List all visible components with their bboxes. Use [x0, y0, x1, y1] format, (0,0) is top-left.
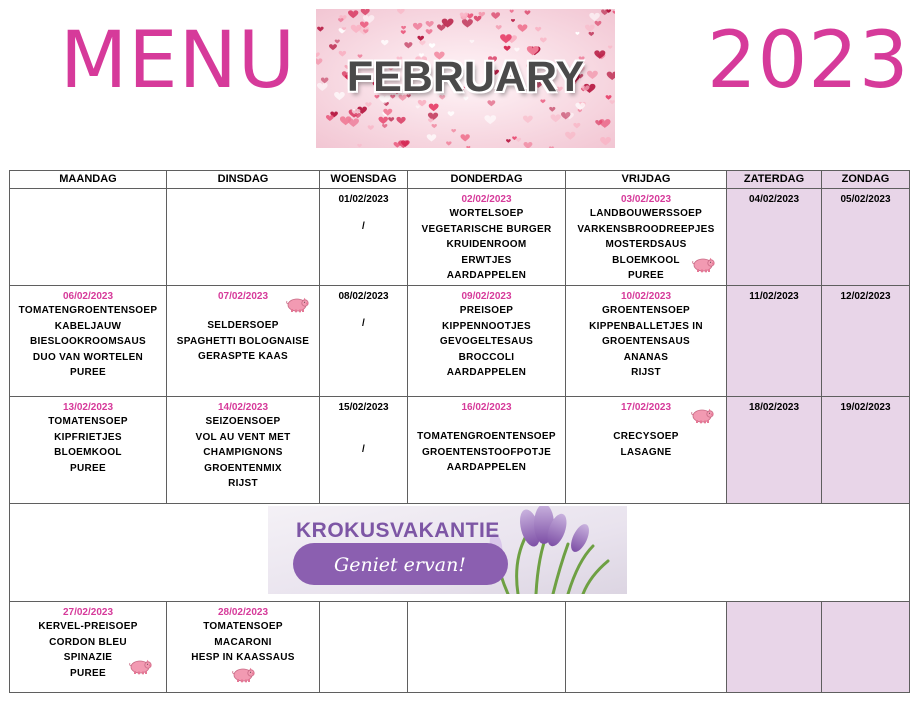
week-row: [10, 397, 910, 504]
day-cell: [408, 397, 566, 504]
menu-item: BLOEMKOOL: [612, 254, 680, 266]
day-cell: [320, 397, 408, 504]
pig-icon: [285, 295, 309, 313]
day-cell: [10, 189, 167, 286]
menu-item: AARDAPPELEN: [446, 367, 527, 378]
menu-item: TOMATENSOEP: [48, 416, 128, 427]
day-header-maandag: MAANDAG: [10, 171, 167, 189]
day-cell: [320, 189, 408, 286]
date-label: 07/02/2023: [217, 291, 269, 302]
menu-item: GROENTENSAUS: [601, 336, 691, 347]
menu-item: PREISOEP: [459, 305, 514, 316]
menu-item: KIPPENNOOTJES: [442, 320, 531, 332]
menu-item: RIJST: [631, 367, 661, 378]
day-cell-weekend: [727, 286, 822, 397]
menu-item: PUREE: [70, 367, 106, 378]
pig-icon: [690, 406, 714, 424]
menu-item: SELDERSOEP: [207, 320, 279, 331]
menu-item: GROENTENMIX: [204, 462, 282, 474]
day-cell: [10, 602, 167, 693]
menu-item: GROENTENSTOOFPOTJE: [421, 446, 552, 458]
day-header-row: [10, 171, 910, 189]
day-cell: [167, 189, 320, 286]
menu-table: [9, 170, 910, 693]
vacation-title: KROKUSVAKANTIE: [296, 519, 500, 542]
day-cell: [320, 286, 408, 397]
day-cell: [167, 602, 320, 693]
day-header-woensdag: WOENSDAG: [320, 171, 408, 189]
pig-icon: [128, 657, 152, 675]
date-label: 05/02/2023: [840, 194, 891, 205]
menu-item: CHAMPIGNONS: [203, 447, 283, 458]
menu-item: WORTELSOEP: [449, 208, 524, 219]
menu-item: /: [361, 444, 366, 455]
day-cell: [167, 286, 320, 397]
day-header-dinsdag: DINSDAG: [167, 171, 320, 189]
date-label: 06/02/2023: [62, 291, 114, 302]
week-row: [10, 286, 910, 397]
date-label: 11/02/2023: [749, 291, 799, 302]
date-label: 15/02/2023: [338, 402, 389, 413]
date-label: 19/02/2023: [840, 402, 891, 413]
menu-item: KRUIDENROOM: [446, 239, 527, 250]
date-label: 27/02/2023: [62, 607, 114, 618]
menu-item: KIPFRIETJES: [54, 431, 122, 443]
menu-item: DUO VAN WORTELEN: [32, 351, 144, 363]
date-label: 28/02/2023: [217, 607, 269, 618]
month-title: FEBRUARY: [346, 53, 585, 101]
day-cell-weekend: [727, 189, 822, 286]
day-cell: [167, 397, 320, 504]
vacation-row: [10, 504, 910, 602]
menu-item: PUREE: [70, 667, 106, 679]
menu-item: MACARONI: [214, 636, 272, 648]
menu-item: ERWTJES: [461, 254, 512, 266]
day-cell-weekend: [727, 397, 822, 504]
menu-item: PUREE: [628, 270, 664, 281]
week-row: [10, 189, 910, 286]
day-header-zaterdag: ZATERDAG: [727, 171, 822, 189]
day-cell-weekend: [822, 189, 910, 286]
date-label: 17/02/2023: [620, 402, 672, 413]
menu-item: RIJST: [228, 478, 258, 489]
day-cell: [566, 602, 727, 693]
vacation-cell: [10, 504, 910, 602]
date-label: 01/02/2023: [338, 194, 389, 205]
menu-item: /: [361, 318, 366, 329]
date-label: 13/02/2023: [62, 402, 114, 413]
day-cell-weekend: [822, 397, 910, 504]
menu-title: MENU: [60, 16, 297, 106]
day-cell-weekend: [727, 602, 822, 693]
date-label: 02/02/2023: [461, 194, 512, 205]
month-banner: [316, 9, 615, 148]
menu-item: CRECYSOEP: [613, 431, 679, 442]
year-title: 2023: [707, 16, 910, 106]
date-label: 14/02/2023: [217, 402, 269, 413]
menu-item: GERASPTE KAAS: [197, 351, 289, 362]
day-cell: [566, 397, 727, 504]
menu-item: HESP IN KAASSAUS: [191, 652, 295, 663]
menu-item: AARDAPPELEN: [446, 462, 527, 473]
date-label: 03/02/2023: [620, 194, 672, 205]
pig-icon: [691, 255, 715, 273]
menu-item: BLOEMKOOL: [54, 447, 122, 458]
date-label: 16/02/2023: [461, 402, 512, 413]
day-cell: [566, 286, 727, 397]
day-cell: [408, 189, 566, 286]
menu-item: SPAGHETTI BOLOGNAISE: [176, 335, 310, 347]
day-header-vrijdag: VRIJDAG: [566, 171, 727, 189]
menu-item: /: [361, 221, 366, 232]
date-label: 12/02/2023: [840, 291, 891, 302]
menu-item: GROENTENSOEP: [601, 305, 691, 316]
day-cell: [566, 189, 727, 286]
menu-item: SEIZOENSOEP: [205, 416, 281, 427]
day-header-zondag: ZONDAG: [822, 171, 910, 189]
menu-item: KIPPENBALLETJES IN: [589, 320, 703, 332]
date-label: 10/02/2023: [620, 291, 672, 302]
menu-item: MOSTERDSAUS: [605, 239, 687, 250]
menu-item: VARKENSBROODREEPJES: [577, 223, 715, 235]
menu-item: LANDBOUWERSSOEP: [589, 208, 703, 219]
pig-icon: [231, 665, 255, 683]
menu-item: BIESLOOKROOMSAUS: [30, 336, 146, 347]
day-cell-weekend: [822, 286, 910, 397]
day-cell: [10, 286, 167, 397]
date-label: 04/02/2023: [748, 194, 800, 205]
menu-item: BROCCOLI: [458, 351, 515, 363]
menu-item: KERVEL-PREISOEP: [38, 621, 138, 632]
menu-item: TOMATENSOEP: [203, 621, 283, 632]
menu-item: PUREE: [70, 462, 106, 474]
date-label: 09/02/2023: [461, 291, 512, 302]
menu-item: TOMATENGROENTENSOEP: [18, 305, 158, 316]
menu-item: GEVOGELTESAUS: [439, 336, 534, 347]
vacation-subtitle: Geniet ervan!: [334, 554, 466, 576]
menu-item: SPINAZIE: [63, 652, 113, 663]
day-header-donderdag: DONDERDAG: [408, 171, 566, 189]
menu-item: LASAGNE: [620, 446, 672, 458]
week-row: [10, 602, 910, 693]
date-label: 18/02/2023: [748, 402, 800, 413]
menu-item: VEGETARISCHE BURGER: [421, 223, 552, 235]
crocus-flower-image: [268, 506, 627, 594]
menu-item: VOL AU VENT MET: [195, 431, 291, 443]
day-cell: [10, 397, 167, 504]
day-cell: [408, 602, 566, 693]
menu-item: CORDON BLEU: [49, 636, 127, 648]
day-cell: [320, 602, 408, 693]
menu-item: ANANAS: [623, 351, 669, 363]
day-cell: [408, 286, 566, 397]
day-cell-weekend: [822, 602, 910, 693]
date-label: 08/02/2023: [338, 291, 389, 302]
menu-item: KABELJAUW: [54, 320, 122, 332]
menu-item: TOMATENGROENTENSOEP: [417, 431, 556, 442]
menu-item: AARDAPPELEN: [446, 270, 527, 281]
